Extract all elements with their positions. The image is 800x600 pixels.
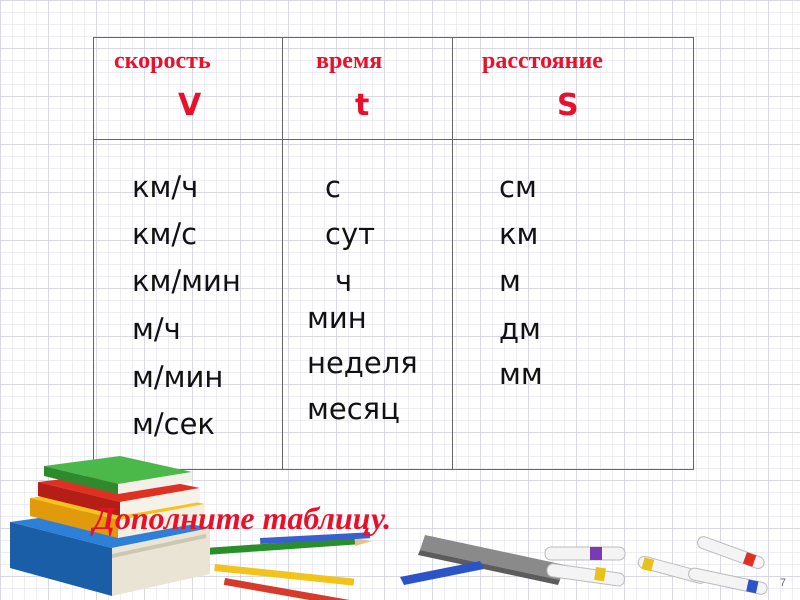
units-table — [93, 37, 694, 470]
header-divider — [94, 139, 693, 140]
distance-unit: см — [499, 170, 537, 204]
header-speed-symbol: V — [178, 88, 202, 123]
distance-unit: км — [499, 217, 539, 251]
speed-unit: м/ч — [132, 312, 181, 346]
markers-icon — [400, 525, 800, 600]
time-unit: сут — [325, 217, 375, 251]
header-distance-word: расстояние — [482, 48, 603, 74]
speed-unit: км/мин — [132, 264, 241, 298]
column-divider — [452, 38, 453, 469]
speed-unit: км/ч — [132, 170, 199, 204]
header-time-symbol: t — [355, 88, 370, 123]
header-speed-word: скорость — [114, 48, 211, 74]
task-instruction: Дополните таблицу. — [93, 500, 392, 536]
header-time-word: время — [316, 48, 383, 74]
speed-unit: м/сек — [132, 407, 215, 441]
time-unit: месяц — [307, 392, 400, 426]
distance-unit: мм — [499, 357, 543, 391]
time-unit: мин — [307, 301, 367, 335]
time-unit: с — [325, 170, 341, 204]
column-divider — [282, 38, 283, 469]
speed-unit: км/с — [132, 217, 198, 251]
distance-unit: м — [499, 264, 521, 298]
time-unit: ч — [335, 264, 353, 298]
distance-unit: дм — [499, 312, 541, 346]
time-unit: неделя — [307, 346, 418, 380]
speed-unit: м/мин — [132, 360, 224, 394]
header-distance-symbol: S — [557, 88, 579, 123]
page-number: 7 — [779, 577, 786, 589]
